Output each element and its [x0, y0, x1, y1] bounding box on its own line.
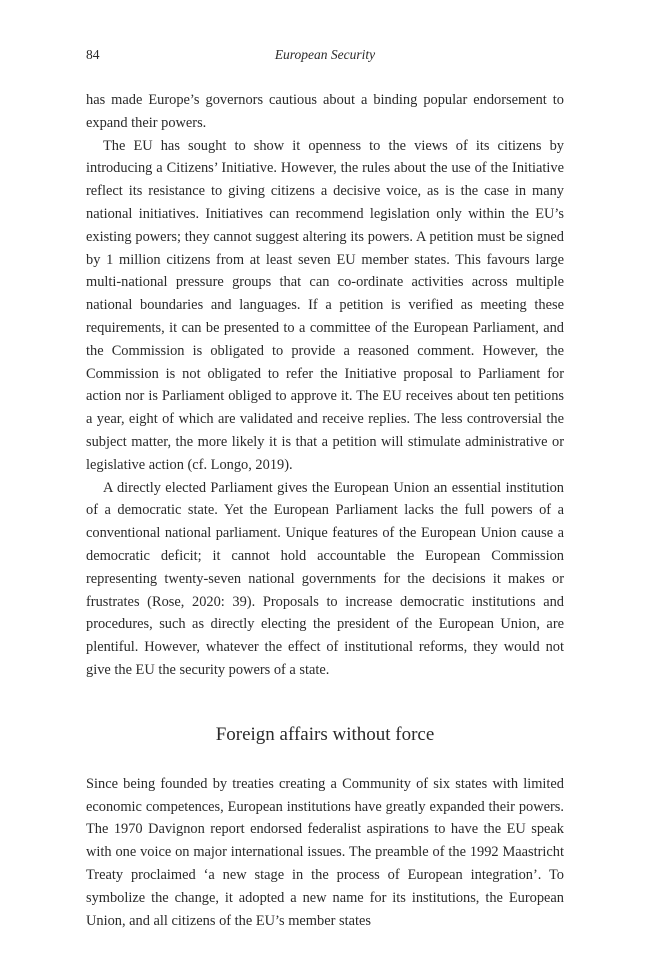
- paragraph-citizens-initiative: The EU has sought to show it openness to the views of its citizens by introducing a Citizens’ Initiative. However, the rules about the use of the Initiative reflect its resistance to giving citizens a decisive voice, as is the case in many national initiatives. Initiatives can recommend legislation only within the EU’s existing powers; they cannot suggest altering its powers. A petition must be signed by 1 million citizens from at least seven EU member states. This favours large multi-national pressure groups that can co-ordinate activities across multiple national boundaries and languages. If a petition is verified as meeting these requirements, it can be presented to a committee of the European Parliament, and the Commission is obligated to provide a reasoned comment. However, the Commission is not obligated to refer the Initiative proposal to Parliament for action nor is Parliament obliged to approve it. The EU receives about ten petitions a year, eight of which are validated and receive replies. The less controversial the subject matter, the more likely it is that a petition will stimulate administrative or legislative action (cf. Longo, 2019).: [86, 137, 564, 473]
- page-number: 84: [86, 47, 100, 62]
- paragraph-continued: has made Europe’s governors cautious about a binding popular endorsement to expand their powers.: [86, 92, 564, 131]
- running-title: European Security: [274, 47, 376, 62]
- section-heading: Foreign affairs without force: [215, 723, 435, 745]
- paragraph-european-parliament: A directly elected Parliament gives the European Union an essential institution of a democratic state. Yet the European Parliament lacks the full powers of a conventional national parliament. Unique features of the European Union cause a democratic deficit; it cannot hold accountable the European Commission representing twenty-seven national governments for the decisions it makes or frustrates (Rose, 2020: 39). Proposals to increase democratic institutions and procedures, such as directly electing the president of the European Union, are plentiful. However, whatever the effect of institutional reforms, they would not give the EU the security powers of a state.: [86, 479, 564, 678]
- paragraph-foreign-affairs: Since being founded by treaties creating a Community of six states with limited economic competences, European institutions have greatly expanded their powers. The 1970 Davignon report endorsed federalist aspirations to have the EU speak with one voice on major international issues. The preamble of the 1992 Maastricht Treaty proclaimed ‘a new stage in the process of European integration’. To symbolize the change, it adopted a new name for its institutions, the European Union, and all citizens of the EU’s member states: [86, 775, 564, 929]
- body-text: [86, 89, 564, 932]
- running-head: [86, 45, 564, 65]
